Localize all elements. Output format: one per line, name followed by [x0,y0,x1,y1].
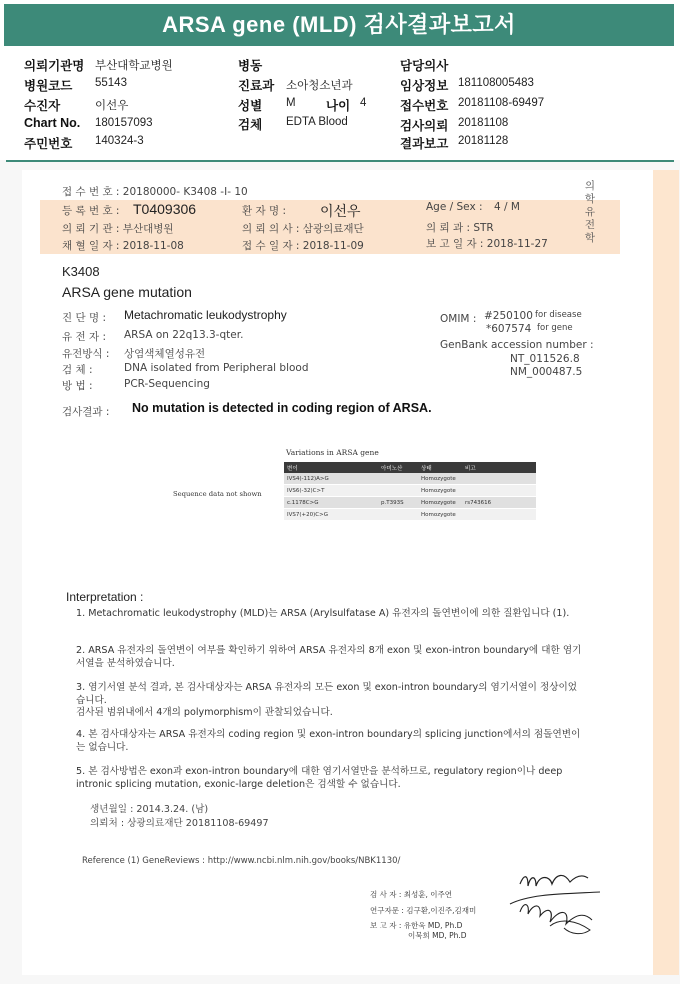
var-cell: IVS4(-112)A>G [284,473,378,485]
title-bar [0,0,680,51]
diagnosis-value: Metachromatic leukodystrophy [124,308,287,322]
omim-disease-note: for disease [535,310,582,320]
age-sex-value: 4 / M [494,201,520,213]
hospital-code-label: 병원코드 [24,79,73,93]
receive-date-line: 접 수 일 자 : 2018-11-09 [242,240,364,252]
patient-name-label: 환 자 명 : [242,205,286,217]
gene-value: ARSA on 22q13.3-qter. [124,329,244,341]
specimen-type-label: 검 체 : [62,364,93,376]
omim-label: OMIM : [440,313,477,325]
table-row [284,497,536,509]
report-date-label: 결과보고 [400,137,449,151]
age-value: 4 [360,97,367,109]
institution-value: 부산대학교병원 [95,60,173,72]
collection-date-line: 채 혈 일 자 : 2018-11-08 [62,240,184,252]
table-row [284,473,536,485]
chart-no-label: Chart No. [24,116,81,130]
var-cell [378,485,418,497]
report-title: ARSA gene (MLD) 검사결과보고서 [4,4,674,46]
specimen-label: 검체 [238,118,263,132]
var-cell [462,485,536,497]
table-row [284,509,536,521]
ward-label: 병동 [238,59,263,73]
var-cell: IVS6(-32)C>T [284,485,378,497]
age-label: 나이 [326,99,351,113]
var-header-variant: 변이 [284,462,378,473]
omim-disease-value: #250100 [484,310,533,322]
omim-gene-value: *607574 [486,323,532,335]
var-cell [462,509,536,521]
variations-title: Variations in ARSA gene [286,448,379,457]
age-sex-label: Age / Sex : [426,201,483,213]
var-cell: c.1178C>G [284,497,378,509]
genbank-label: GenBank accession number : [440,339,594,351]
interpretation-3a: 3. 염기서열 분석 결과, 본 검사대상자는 ARSA 유전자의 모든 exon 및 exon-intron boundary의 염기서열이 정상이었습니다. [76,682,578,706]
clinical-info-value: 181108005483 [458,77,534,89]
institution-line: 의 뢰 기 관 : 부산대병원 [62,223,174,235]
patient-label: 수진자 [24,99,61,113]
specimen-value: EDTA Blood [286,116,348,128]
request-date-value: 20181108 [458,117,509,129]
department-value: 소아청소년과 [286,80,353,92]
interpretation-4: 4. 본 검사대상자는 ARSA 유전자의 coding region 및 exon-intron boundary의 splicing junction에서의 점돌연변이는 없습니다. [76,729,581,753]
patient-name-value: 이선우 [320,203,361,219]
requester-line: 의뢰처 : 상광의료재단 20181108-69497 [90,818,269,829]
request-date-label: 검사의뢰 [400,119,449,133]
var-cell: Homozygote [418,497,462,509]
table-row [284,485,536,497]
var-cell: p.T393S [378,497,418,509]
interpretation-3b: 검사된 범위내에서 4개의 polymorphism이 관찰되었습니다. [76,707,333,718]
var-cell: Homozygote [418,509,462,521]
physician-label: 담당의사 [400,59,449,73]
interpretation-5: 5. 본 검사방법은 exon과 exon-intron boundary에 대한 염기서열만을 분석하므로, regulatory region이나 deep intronic splicing mutation, exonic-large deletion은 검색할 수 없습니다. [76,766,563,790]
interpretation-2: 2. ARSA 유전자의 돌연변이 여부를 확인하기 위하여 ARSA 유전자의 8개 exon 및 exon-intron boundary에 대한 염기서열을 분석하였습니다. [76,645,582,669]
sex-label: 성별 [238,99,263,113]
researcher-line: 연구자문 : 김구환,이진주,김재미 [370,906,477,915]
method-value: PCR-Sequencing [124,378,210,390]
result-value: No mutation is detected in coding region of ARSA. [132,401,432,415]
var-header-note: 비고 [462,462,536,473]
birth-date: 생년월일 : 2014.3.24. (남) [90,804,209,815]
reg-value: T0409306 [133,201,197,217]
chart-no-value: 180157093 [95,117,153,129]
sequence-not-shown: Sequence data not shown [173,490,262,498]
examiner-line: 검 사 자 : 최성훈, 이주연 [370,890,453,899]
reporter2-line: 이묵희 MD, Ph.D [408,931,467,940]
method-label: 방 법 : [62,380,93,392]
result-label: 검사결과 : [62,406,110,418]
resident-no-value: 140324-3 [95,135,144,147]
hospital-code-value: 55143 [95,77,127,89]
receipt-line: 접 수 번 호 : 20180000- K3408 -I- 10 [62,186,248,198]
header-divider [6,160,674,162]
reference-line: Reference (1) GeneReviews : http://www.ncbi.nlm.nih.gov/books/NBK1130/ [82,856,401,866]
var-cell [378,509,418,521]
var-header-state: 상태 [418,462,462,473]
inheritance-label: 유전방식 : [62,348,110,360]
gene-label: 유 전 자 : [62,331,106,343]
receipt-no-value: 20181108-69497 [458,97,545,109]
test-name: ARSA gene mutation [62,284,192,300]
patient-header [0,50,680,160]
interpretation-title: Interpretation : [66,590,144,604]
var-cell [462,473,536,485]
genbank-nt: NT_011526.8 [510,353,580,365]
var-cell: IVS7(+20)C>G [284,509,378,521]
department-label: 진료과 [238,79,275,93]
var-cell: rs743616 [462,497,536,509]
test-code: K3408 [62,264,100,279]
genbank-nm: NM_000487.5 [510,366,583,378]
var-cell: Homozygote [418,473,462,485]
receipt-no-label: 접수번호 [400,99,449,113]
reporter-line: 보 고 자 : 유한욱 MD, Ph.D [370,921,463,930]
doctor-line: 의 뢰 의 사 : 삼광의료재단 [242,223,364,235]
interpretation-1: 1. Metachromatic leukodystrophy (MLD)는 ARSA (Arylsulfatase A) 유전자의 돌연변이에 의한 질환입니다 (1). [76,608,570,619]
reg-label: 등 록 번 호 : [62,205,120,217]
resident-no-label: 주민번호 [24,137,73,151]
var-header-aa: 아미노산 [378,462,418,473]
variations-table [284,462,536,521]
patient-value: 이선우 [95,100,129,112]
report-date-value: 20181128 [458,135,509,147]
signature-graphic [490,864,620,944]
var-cell: Homozygote [418,485,462,497]
requesting-dept-line: 의 뢰 과 : STR [426,222,494,234]
report-date-line: 보 고 일 자 : 2018-11-27 [426,238,548,250]
sex-value: M [286,97,296,109]
inheritance-value: 상염색체열성유전 [124,348,206,360]
page-edge-strip [653,170,679,975]
clinical-info-label: 임상정보 [400,79,449,93]
omim-gene-note: for gene [537,323,573,333]
department-vertical-label: 의학유전학 [584,180,596,244]
specimen-type-value: DNA isolated from Peripheral blood [124,362,309,374]
diagnosis-label: 진 단 명 : [62,312,106,324]
var-cell [378,473,418,485]
institution-label: 의뢰기관명 [24,59,85,73]
